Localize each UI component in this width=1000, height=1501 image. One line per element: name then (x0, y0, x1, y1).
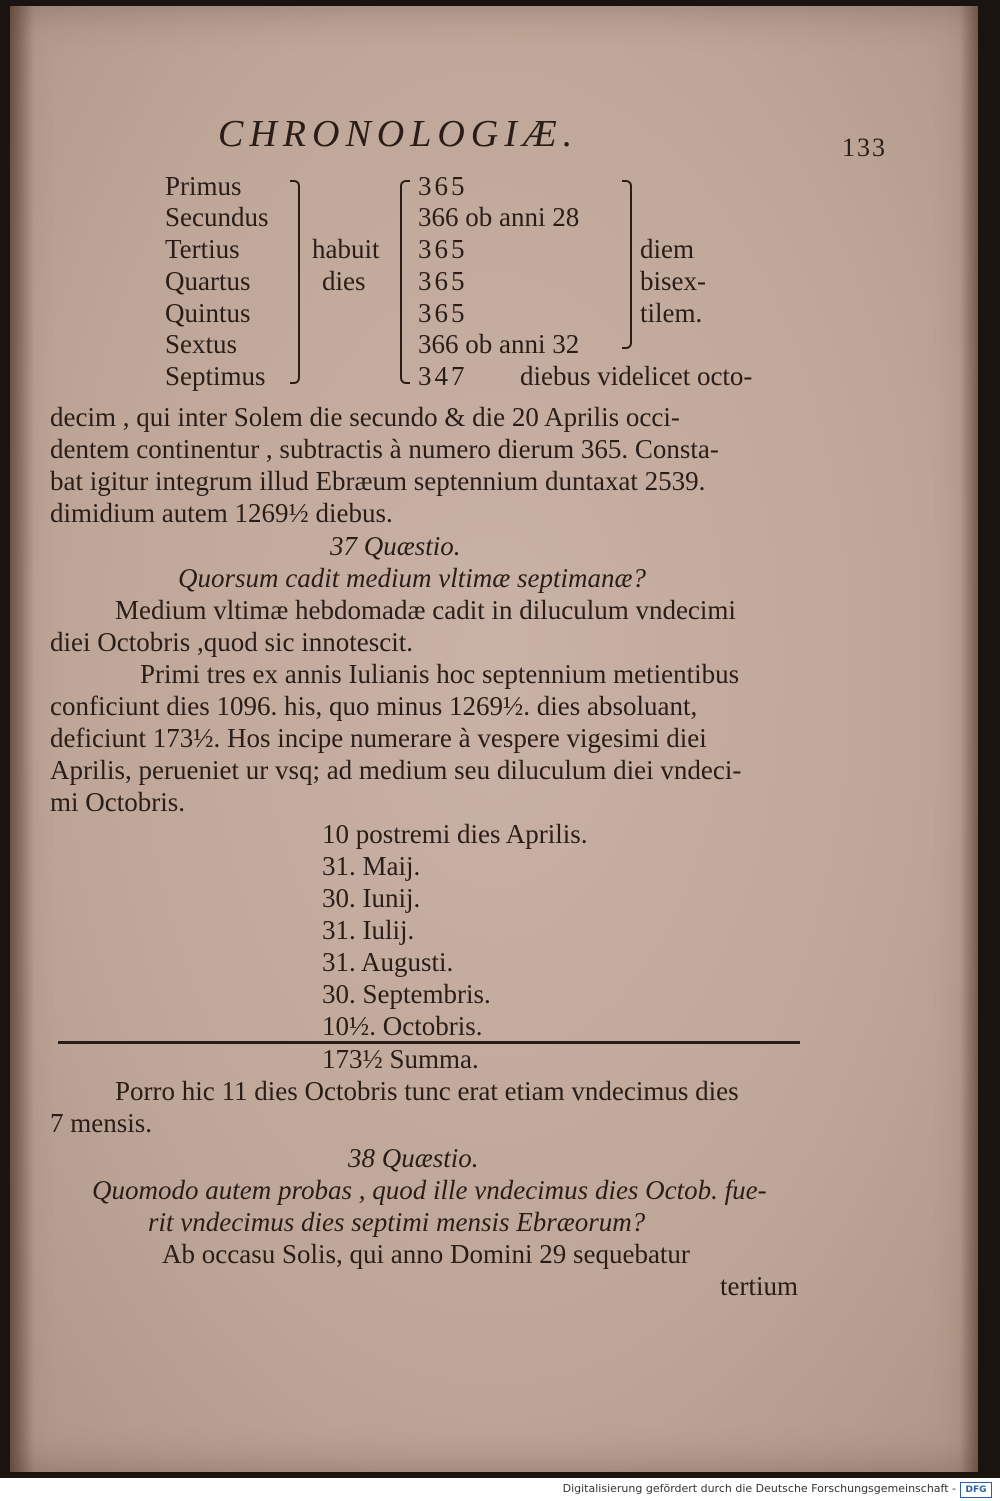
brace-right (622, 180, 632, 349)
paragraph-line: mi Octobris. (50, 787, 185, 817)
catchword: tertium (720, 1271, 798, 1301)
table-value: 366 ob anni 32 (418, 329, 580, 359)
table-value: 365 (418, 266, 468, 296)
sum-item: 30. Iunij. (322, 883, 421, 913)
table-name: Secundus (165, 202, 269, 232)
page-edge-shadow (960, 6, 978, 1472)
paragraph-line: bat igitur integrum illud Ebræum septennium duntaxat 2539. (50, 466, 706, 496)
sum-item: 31. Maij. (322, 851, 421, 881)
paragraph-line: Primi tres ex annis Iulianis hoc septennium metientibus (140, 659, 740, 689)
paragraph-line: Medium vltimæ hebdomadæ cadit in diluculum vndecimi (115, 595, 736, 625)
table-name: Quartus (165, 266, 251, 296)
brace-left (290, 180, 300, 384)
question-text: Quomodo autem probas , quod ille vndecimus dies Octob. fue- (92, 1175, 767, 1205)
paragraph-line: diei Octobris ,quod sic innotescit. (50, 627, 413, 657)
table-name: Sextus (165, 329, 238, 359)
paragraph-line: Aprilis, perueniet ur vsq; ad medium seu diluculum diei vndeci- (50, 755, 742, 785)
paragraph-line: dentem continentur , subtractis à numero dierum 365. Consta- (50, 434, 719, 464)
table-value: 365 (418, 171, 468, 201)
page-number: 133 (842, 133, 887, 162)
table-right: diem (640, 234, 694, 264)
sum-item: 10½. Octobris. (322, 1011, 483, 1041)
table-right: tilem. (640, 298, 703, 328)
question-text: rit vndecimus dies septimi mensis Ebræorum? (148, 1207, 646, 1237)
table-name: Tertius (165, 234, 240, 264)
paragraph-line: deficiunt 173½. Hos incipe numerare à vespere vigesimi diei (50, 723, 707, 753)
running-header: CHRONOLOGIÆ. (218, 113, 579, 155)
question-text: Quorsum cadit medium vltimæ septimanæ? (178, 563, 646, 593)
table-septimus-tail: diebus videlicet octo- (520, 361, 753, 391)
sum-total: 173½ Summa. (322, 1044, 479, 1074)
paragraph-line: decim , qui inter Solem die secundo & die 20 Aprilis occi- (50, 402, 680, 432)
table-value: 347 (418, 361, 468, 391)
table-name: Septimus (165, 361, 266, 391)
paragraph-line: 7 mensis. (50, 1108, 153, 1138)
sum-item: 31. Iulij. (322, 915, 415, 945)
sum-item: 31. Augusti. (322, 947, 454, 977)
paragraph-line: Ab occasu Solis, qui anno Domini 29 sequebatur (162, 1239, 690, 1269)
footer-credit: Digitalisierung gefördert durch die Deutsche Forschungsgemeinschaft - (562, 1482, 956, 1495)
table-middle-habuit: habuit (312, 234, 380, 264)
question-heading: 37 Quæstio. (330, 531, 461, 561)
table-name: Primus (165, 171, 242, 201)
table-value: 366 ob anni 28 (418, 202, 580, 232)
paragraph-line: Porro hic 11 dies Octobris tunc erat etiam vndecimus dies (115, 1076, 739, 1106)
table-right: bisex- (640, 266, 706, 296)
dfg-logo-icon: DFG (960, 1482, 992, 1498)
table-name: Quintus (165, 298, 251, 328)
sum-item: 10 postremi dies Aprilis. (322, 819, 588, 849)
question-heading: 38 Quæstio. (348, 1143, 479, 1173)
table-value: 365 (418, 234, 468, 264)
sum-item: 30. Septembris. (322, 979, 491, 1009)
table-value: 365 (418, 298, 468, 328)
brace-middle (400, 180, 410, 384)
page-spine-shadow (10, 6, 34, 1472)
table-middle-dies: dies (322, 266, 366, 296)
paragraph-line: dimidium autem 1269½ diebus. (50, 498, 393, 528)
footer-bar (0, 1478, 1000, 1501)
paragraph-line: conficiunt dies 1096. his, quo minus 1269½. dies absoluant, (50, 691, 698, 721)
